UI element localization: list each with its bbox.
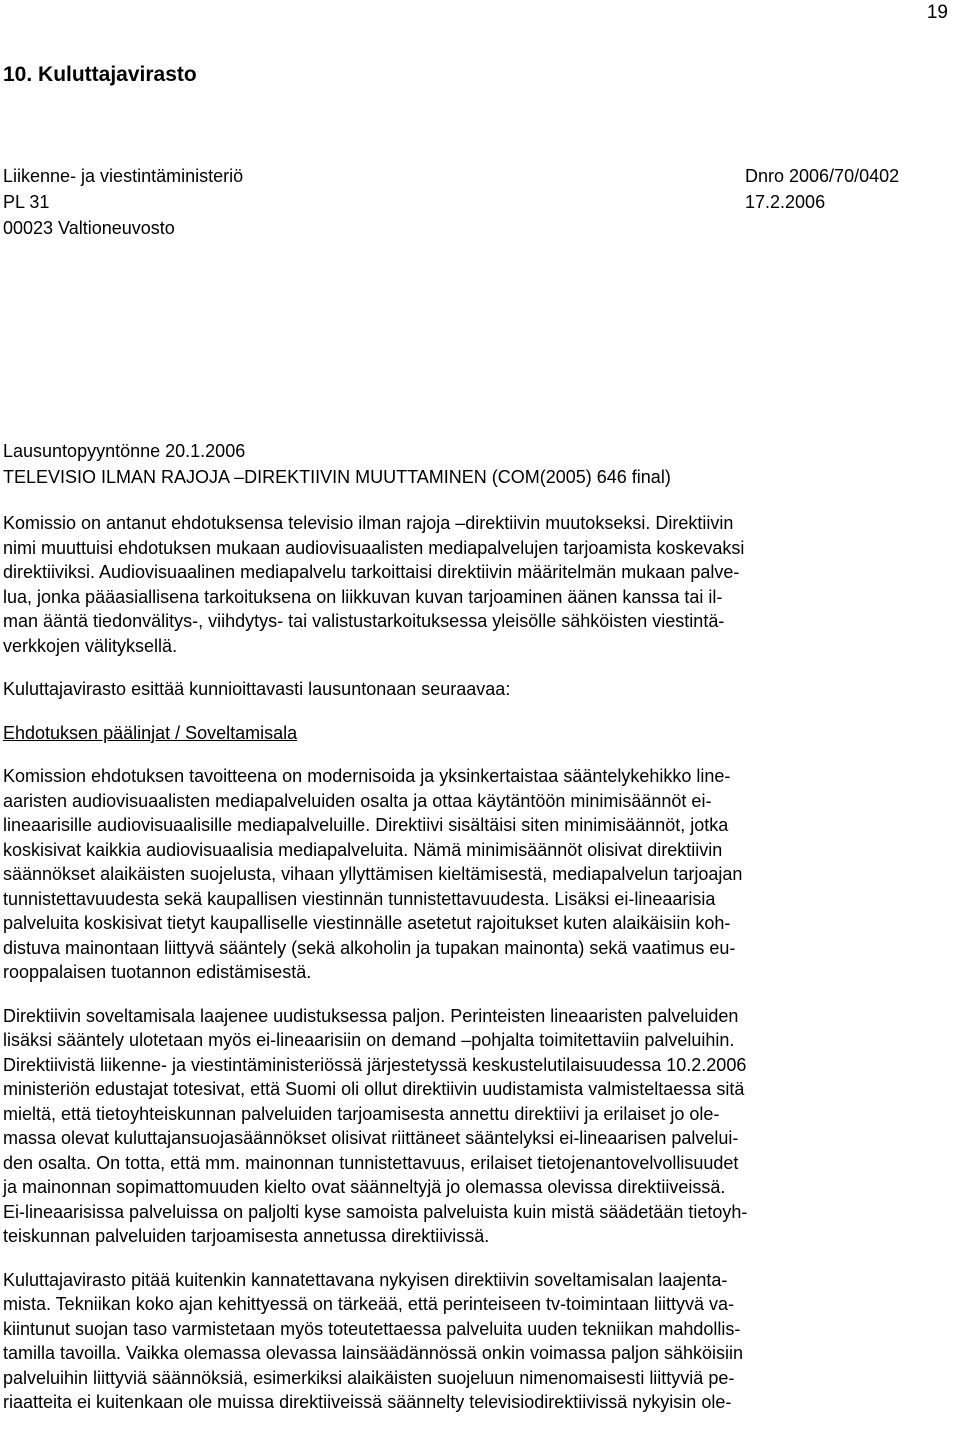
text-line: palveluita koskisivat tietyt kaupalliselle viestinnälle asetetut rajoitukset kuten alaikäisiin koh- xyxy=(3,913,731,933)
section-heading: Ehdotuksen päälinjat / Soveltamisala xyxy=(3,722,298,743)
text-line: Direktiivistä liikenne- ja viestintäministeriössä järjestetyssä keskustelutilaisuudessa 10.2.2006 xyxy=(3,1054,747,1075)
paragraph-scope xyxy=(3,1004,898,1249)
request-reference: Lausuntopyyntönne 20.1.2006 xyxy=(3,441,246,461)
text-line: direktiiviksi. Audiovisuaalinen mediapalvelu tarkoittaisi direktiivin määritelmän mukaan palve- xyxy=(3,562,740,582)
reference-number: Dnro 2006/70/0402 xyxy=(745,166,900,186)
document-meta xyxy=(745,163,899,215)
text-line: palveluihin liittyviä säännöksiä, esimerkiksi alaikäisten suojeluun nimenomaisesti liittyviä pe- xyxy=(3,1367,735,1388)
text-line: tunnistettavuudesta sekä kaupallisen viestinnän tunnistettavuudesta. Lisäksi ei-lineaarisia xyxy=(3,888,716,909)
recipient-name: Liikenne- ja viestintäministeriö xyxy=(3,166,244,186)
paragraph-commission xyxy=(3,764,898,985)
text-line: Direktiivin soveltamisala laajenee uudistuksessa paljon. Perinteisten lineaaristen palveluiden xyxy=(3,1005,739,1026)
text-line: Komission ehdotuksen tavoitteena on modernisoida ja yksinkertaistaa sääntelykehikko line- xyxy=(3,766,731,786)
text-line: rooppalaisen tuotannon edistämisestä. xyxy=(3,962,312,982)
text-line: ja mainonnan sopimattomuuden kielto ovat säänneltyjä jo olemassa olevissa direktiiveissä. xyxy=(3,1177,726,1197)
text-line: massa olevat kuluttajansuojasäännökset olisivat riittäneet sääntelyksi ei-lineaarisen palvelui- xyxy=(3,1128,739,1148)
recipient-box: PL 31 xyxy=(3,192,50,212)
text-line: Ei-lineaarisissa palveluissa on paljolti kyse samoista palveluista kuin mistä säädetään tietoyh- xyxy=(3,1201,748,1222)
text-line: säännökset alaikäisten suojelusta, vihaan yllyttämisen kieltämisestä, mediapalvelun tarjoajan xyxy=(3,864,743,884)
text-line: Kuluttajavirasto pitää kuitenkin kannatettavana nykyisen direktiivin soveltamisalan laajenta- xyxy=(3,1269,728,1290)
text-line: nimi muuttuisi ehdotuksen mukaan audiovisuaalisten mediapalvelujen tarjoamista koskevaksi xyxy=(3,537,745,558)
text-line: kiintunut suojan taso varmistetaan myös toteutettaessa palveluita uuden tekniikan mahdollis- xyxy=(3,1318,741,1339)
page-number: 19 xyxy=(926,2,948,23)
text-line: Kuluttajavirasto esittää kunnioittavasti lausuntonaan seuraavaa: xyxy=(3,679,511,699)
text-line: den osalta. On totta, että mm. mainonnan tunnistettavuus, erilaiset tietojenantovelvollisuudet xyxy=(3,1152,739,1173)
text-line: lua, jonka pääasiallisena tarkoituksena on liikkuvan kuvan tarjoaminen äänen kanssa tai il- xyxy=(3,586,723,607)
text-line: mista. Tekniikan koko ajan kehittyessä on tärkeää, että perinteiseen tv-toimintaan liittyvä va- xyxy=(3,1294,735,1314)
subject-block xyxy=(3,438,671,490)
document-body xyxy=(3,511,898,1434)
document-date: 17.2.2006 xyxy=(745,192,826,212)
text-line: lineaarisille audiovisuaalisille mediapalveluille. Direktiivi sisältäisi siten minimisäännöt, jotka xyxy=(3,815,729,835)
text-line: riaatteita ei kuitenkaan ole muissa direktiiveissä säännelty televisiodirektiivissä nykyisin ole- xyxy=(3,1392,732,1412)
text-line: Komissio on antanut ehdotuksensa televisio ilman rajoja –direktiivin muutokseksi. Direktiivin xyxy=(3,513,734,533)
text-line: tamilla tavoilla. Vaikka olemassa olevassa lainsäädännössä onkin voimassa paljon sähköisiin xyxy=(3,1343,744,1363)
recipient-address xyxy=(3,163,243,241)
text-line: lisäksi sääntely ulotetaan myös ei-lineaarisiin on demand –pohjalta toimitettaviin palveluihin. xyxy=(3,1030,735,1050)
text-line: mieltä, että tietoyhteiskunnan palveluiden tarjoamisesta annettu direktiivi ja erilaiset jo ole- xyxy=(3,1103,720,1124)
text-line: ministeriön edustajat totesivat, että Suomi oli ollut direktiivin uudistamista valmisteltaessa sitä xyxy=(3,1079,745,1099)
text-line: aaristen audiovisuaalisten mediapalveluiden osalta ja ottaa käytäntöön minimisäännöt ei- xyxy=(3,790,712,811)
paragraph-position xyxy=(3,1268,898,1415)
paragraph-intro xyxy=(3,511,898,658)
paragraph-statement xyxy=(3,677,898,702)
text-line: teiskunnan palveluiden tarjoamisesta annetussa direktiivissä. xyxy=(3,1226,490,1246)
subject-title: TELEVISIO ILMAN RAJOJA –DIREKTIIVIN MUUTTAMINEN (COM(2005) 646 final) xyxy=(3,467,671,487)
text-line: distuva mainontaan liittyvä sääntely (sekä alkoholin ja tupakan mainonta) sekä vaatimus eu- xyxy=(3,937,736,958)
text-line: koskisivat kaikkia audiovisuaalisia mediapalveluita. Nämä minimisäännöt olisivat direktiivin xyxy=(3,839,723,860)
text-line: verkkojen välityksellä. xyxy=(3,635,178,656)
recipient-postal: 00023 Valtioneuvosto xyxy=(3,218,175,238)
text-line: man ääntä tiedonvälitys-, viihdytys- tai valistustarkoituksessa yleisölle sähköisten viestintä- xyxy=(3,611,725,631)
page-title: 10. Kuluttajavirasto xyxy=(3,63,197,86)
